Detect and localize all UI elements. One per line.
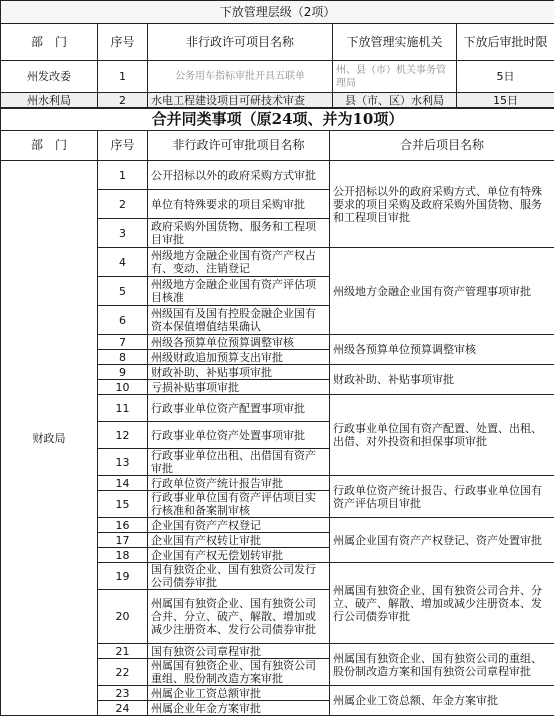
no-cell: 11: [98, 395, 148, 422]
header-dept: 部 门: [1, 24, 98, 61]
name-cell: 政府采购外国货物、服务和工程项目审批: [148, 219, 330, 248]
merged-cell: 州属企业工资总额、年金方案审批: [330, 686, 554, 716]
no-cell: 1: [98, 161, 148, 190]
name-cell: 企业国有产权转让审批: [148, 533, 330, 548]
time-cell: 15日: [457, 93, 554, 108]
table-row: [1, 161, 554, 190]
no-cell: 2: [98, 190, 148, 219]
dept-cell: 州水利局: [1, 93, 98, 108]
dept-cell: 州发改委: [1, 61, 98, 93]
no-cell: 4: [98, 248, 148, 277]
name-cell: 公务用车指标审批开具五联单: [148, 61, 333, 93]
no-cell: 22: [98, 659, 148, 686]
no-cell: 7: [98, 335, 148, 350]
merged-cell: 行政单位资产统计报告、行政事业单位国有资产评估项目审批: [330, 476, 554, 518]
name-cell: 财政补助、补贴事项审批: [148, 365, 330, 380]
header-agency: 下放管理实施机关: [333, 24, 457, 61]
name-cell: 企业国有资产产权登记: [148, 518, 330, 533]
name-cell: 亏损补贴事项审批: [148, 380, 330, 395]
header-dept: 部 门: [1, 131, 98, 161]
merged-cell: 州属企业国有资产产权登记、资产处置审批: [330, 518, 554, 563]
no-cell: 5: [98, 277, 148, 306]
section1-title: 下放管理层级（2项）: [1, 1, 554, 24]
header-no: 序号: [98, 131, 148, 161]
header-time: 下放后审批时限: [457, 24, 554, 61]
table-row: [1, 93, 554, 108]
agency-cell: 县（市、区）水利局: [333, 93, 457, 108]
no-cell: 8: [98, 350, 148, 365]
merge-table: [0, 108, 554, 716]
name-cell: 行政事业单位资产配置事项审批: [148, 395, 330, 422]
name-cell: 州级国有及国有控股金融企业国有资本保值增值结果确认: [148, 306, 330, 335]
no-cell: 15: [98, 491, 148, 518]
no-cell: 3: [98, 219, 148, 248]
name-cell: 州属企业工资总额审批: [148, 686, 330, 701]
no-cell: 18: [98, 548, 148, 563]
merged-cell: 州级各预算单位预算调整审核: [330, 335, 554, 365]
name-cell: 单位有特殊要求的项目采购审批: [148, 190, 330, 219]
no-cell: 12: [98, 422, 148, 449]
name-cell: 行政事业单位资产处置事项审批: [148, 422, 330, 449]
time-cell: 5日: [457, 61, 554, 93]
no-cell: 16: [98, 518, 148, 533]
no-cell: 19: [98, 563, 148, 590]
name-cell: 州级财政追加预算支出审批: [148, 350, 330, 365]
section1-header-row: [1, 24, 554, 61]
section1-title-row: [1, 1, 554, 24]
merged-cell: 州属国有独资企业、国有独资公司的重组、股份制改造方案和国有独资公司章程审批: [330, 644, 554, 686]
merged-cell: 州属国有独资企业、国有独资公司合并、分立、破产、解散、增加或减少注册资本、发行公司债券审批: [330, 563, 554, 644]
delegation-table: [0, 0, 554, 108]
name-cell: 水电工程建设项目可研技术审查: [148, 93, 333, 108]
header-merged: 合并后项目名称: [330, 131, 554, 161]
merged-cell: 行政事业单位国有资产配置、处置、出租、出借、对外投资和担保事项审批: [330, 395, 554, 476]
no-cell: 17: [98, 533, 148, 548]
name-cell: 州级地方金融企业国有资产产权占有、变动、注销登记: [148, 248, 330, 277]
merged-cell: 财政补助、补贴事项审批: [330, 365, 554, 395]
merged-cell: 公开招标以外的政府采购方式、单位有特殊要求的项目采购及政府采购外国货物、服务和工程项目审批: [330, 161, 554, 248]
no-cell: 24: [98, 701, 148, 716]
no-cell: 14: [98, 476, 148, 491]
no-cell: 13: [98, 449, 148, 476]
no-cell: 21: [98, 644, 148, 659]
no-cell: 2: [98, 93, 148, 108]
merged-cell: 州级地方金融企业国有资产管理事项审批: [330, 248, 554, 335]
name-cell: 行政事业单位出租、出借国有资产审批: [148, 449, 330, 476]
name-cell: 州属国有独资企业、国有独资公司合并、分立、破产、解散、增加或减少注册资本、发行公司债券审批: [148, 590, 330, 644]
header-name: 非行政许可审批项目名称: [148, 131, 330, 161]
name-cell: 行政单位资产统计报告审批: [148, 476, 330, 491]
name-cell: 州属企业年金方案审批: [148, 701, 330, 716]
name-cell: 州级各预算单位预算调整审核: [148, 335, 330, 350]
table-row: [1, 61, 554, 93]
header-no: 序号: [98, 24, 148, 61]
dept-cell: 财政局: [1, 161, 98, 716]
no-cell: 1: [98, 61, 148, 93]
name-cell: 公开招标以外的政府采购方式审批: [148, 161, 330, 190]
no-cell: 9: [98, 365, 148, 380]
no-cell: 10: [98, 380, 148, 395]
section2-header-row: [1, 131, 554, 161]
header-name: 非行政许可项目名称: [148, 24, 333, 61]
name-cell: 企业国有产权无偿划转审批: [148, 548, 330, 563]
section2-title-row: [1, 109, 554, 131]
name-cell: 国有独资企业、国有独资公司发行公司债券审批: [148, 563, 330, 590]
no-cell: 23: [98, 686, 148, 701]
name-cell: 行政事业单位国有资产评估项目实行核准和备案制审核: [148, 491, 330, 518]
no-cell: 6: [98, 306, 148, 335]
agency-cell: 州、县（市）机关事务管理局: [333, 61, 457, 93]
name-cell: 国有独资公司章程审批: [148, 644, 330, 659]
section2-title: 合并同类事项（原24项、并为10项）: [1, 109, 554, 131]
name-cell: 州级地方金融企业国有资产评估项目核准: [148, 277, 330, 306]
no-cell: 20: [98, 590, 148, 644]
name-cell: 州属国有独资企业、国有独资公司重组、股份制改造方案审批: [148, 659, 330, 686]
